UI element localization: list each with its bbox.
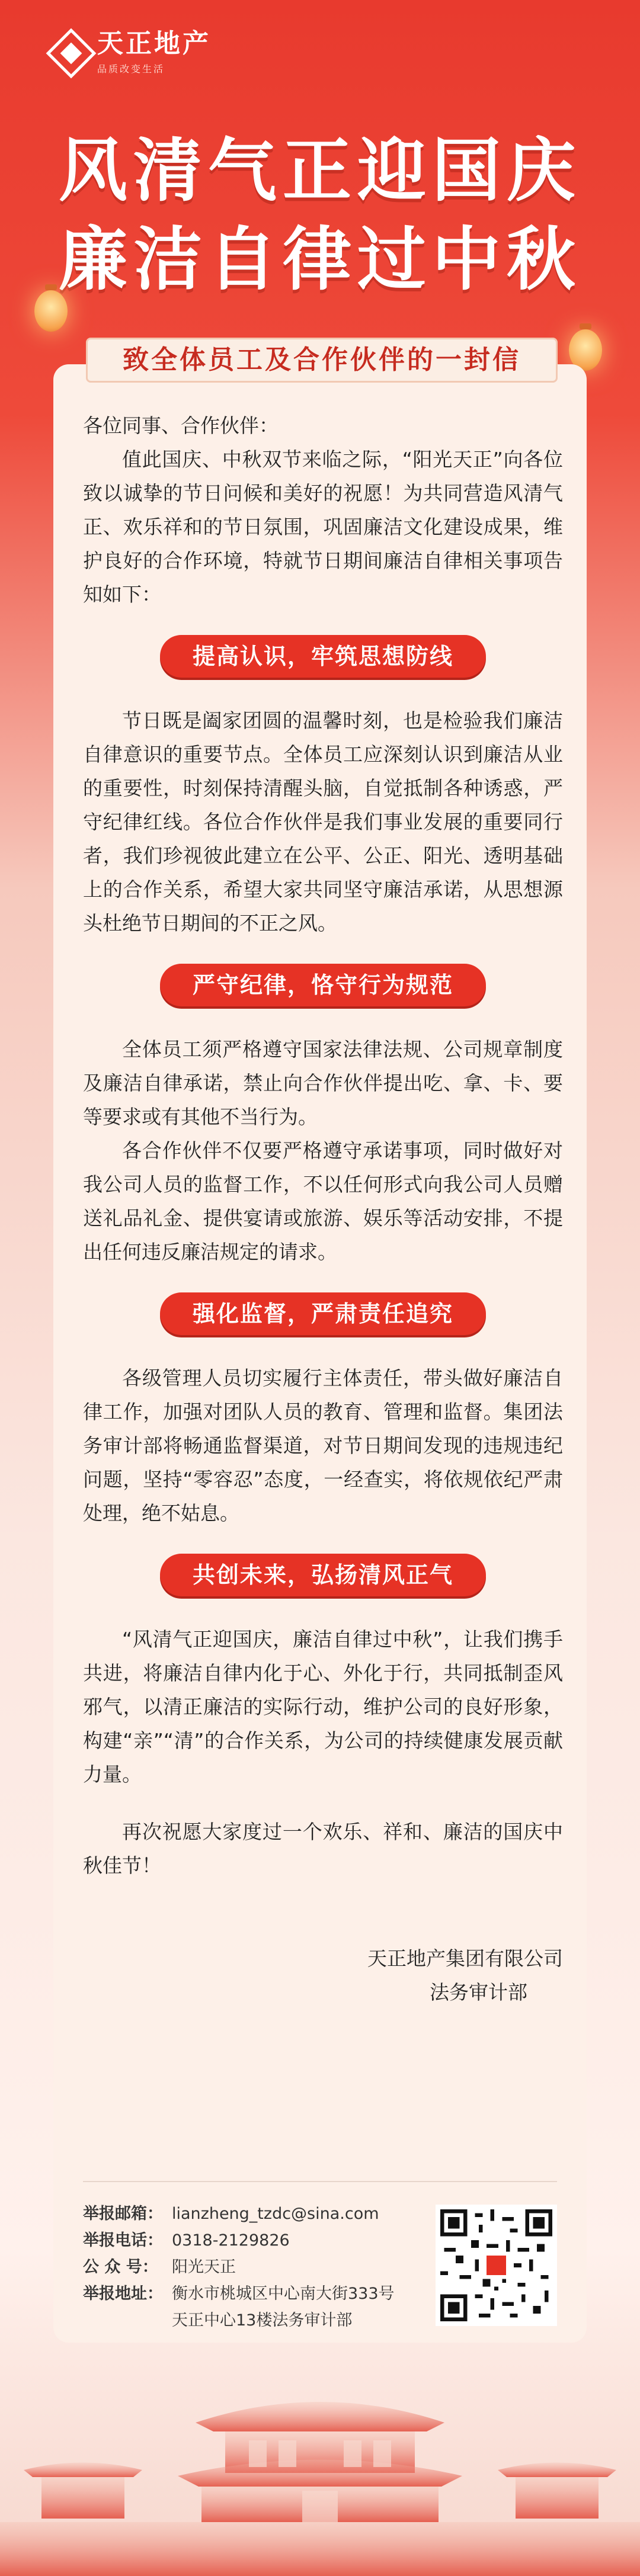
page-title-line2: 廉洁自律过中秋 (59, 219, 581, 300)
brand-name: 天正地产 (97, 28, 211, 59)
section-heading: 强化监督，严肃责任追究 (160, 1292, 486, 1335)
address-label: 举报地址： (83, 2285, 163, 2303)
page-title-line1: 风清气正迎国庆 (59, 130, 581, 211)
section-paragraph: 全体员工须严格遵守国家法律法规、公司规章制度及廉洁自律承诺，禁止向合作伙伴提出吃、拿、卡、要等要求或有其他不当行为。 (83, 1038, 563, 1128)
wechat-account: 阳光天正 (172, 2258, 236, 2276)
address-line: 天正中心13楼法务审计部 (172, 2311, 353, 2330)
address-value (172, 2280, 395, 2334)
contact-phone-row (83, 2227, 415, 2254)
section-heading: 严守纪律，恪守行为规范 (160, 964, 486, 1006)
greeting: 各位同事、合作伙伴： (83, 414, 279, 437)
contact-info (83, 2200, 415, 2334)
closing-paragraph: 再次祝愿大家度过一个欢乐、祥和、廉洁的国庆中秋佳节！ (83, 1820, 563, 1877)
letter-heading: 致全体员工及合作伙伴的一封信 (86, 338, 558, 383)
header (0, 0, 640, 379)
contact-address-row (83, 2280, 415, 2334)
palace-illustration (0, 2334, 640, 2576)
signature-department: 法务审计部 (430, 1981, 527, 2004)
email-label: 举报邮箱： (83, 2205, 163, 2223)
lantern-icon (34, 290, 68, 332)
divider (83, 2181, 557, 2182)
letter-body (83, 409, 563, 2009)
section-heading: 提高认识，牢筑思想防线 (160, 635, 486, 678)
email-link[interactable]: lianzheng_tzdc@sina.com (172, 2205, 379, 2223)
contact-email-row (83, 2200, 415, 2227)
section-paragraph: 各级管理人员切实履行主体责任，带头做好廉洁自律工作，加强对团队人员的教育、管理和监督。集团法务审计部将畅通监督渠道，对节日期间发现的违规违纪问题，坚持“零容忍”态度，一经查实，将依规依纪严肃处理，绝不姑息。 (83, 1366, 563, 1525)
brand-slogan: 品质改变生活 (97, 63, 165, 75)
section-paragraph: 节日既是阖家团圆的温馨时刻，也是检验我们廉洁自律意识的重要节点。全体员工应深刻认识到廉洁从业的重要性，时刻保持清醒头脑，自觉抵制各种诱惑，严守纪律红线。各位合作伙伴是我们事业发展的重要同行者，我们珍视彼此建立在公平、公正、阳光、透明基础上的合作关系，希望大家共同坚守廉洁承诺，从思想源头杜绝节日期间的不正之风。 (83, 709, 563, 935)
brand-logo (53, 28, 211, 75)
intro-paragraph: 值此国庆、中秋双节来临之际，“阳光天正”向各位致以诚挚的节日问候和美好的祝愿！为共同营造风清气正、欢乐祥和的节日氛围，巩固廉洁文化建设成果，维护良好的合作环境，特就节日期间廉洁自律相关事项告知如下： (83, 448, 563, 606)
phone-link[interactable]: 0318-2129826 (172, 2231, 290, 2250)
contact-wechat-row (83, 2254, 415, 2280)
section-paragraph: “风清气正迎国庆，廉洁自律过中秋”，让我们携手共进，将廉洁自律内化于心、外化于行，共同抵制歪风邪气，以清正廉洁的实际行动，维护公司的良好形象，构建“亲”“清”的合作关系，为公司的持续健康发展贡献力量。 (83, 1628, 563, 1786)
phone-label: 举报电话： (83, 2231, 163, 2250)
section-heading: 共创未来，弘扬清风正气 (160, 1554, 486, 1596)
address-line: 衡水市桃城区中心南大街333号 (172, 2285, 395, 2303)
signature-block (83, 1942, 563, 2009)
signature-company: 天正地产集团有限公司 (367, 1947, 563, 1970)
section-paragraph: 各合作伙伴不仅要严格遵守承诺事项，同时做好对我公司人员的监督工作，不以任何形式向我公司人员赠送礼品礼金、提供宴请或旅游、娱乐等活动安排，不提出任何违反廉洁规定的请求。 (83, 1139, 563, 1263)
wechat-label: 公 众 号： (83, 2258, 158, 2276)
logo-icon (46, 28, 97, 78)
qr-code-icon[interactable] (436, 2205, 557, 2326)
